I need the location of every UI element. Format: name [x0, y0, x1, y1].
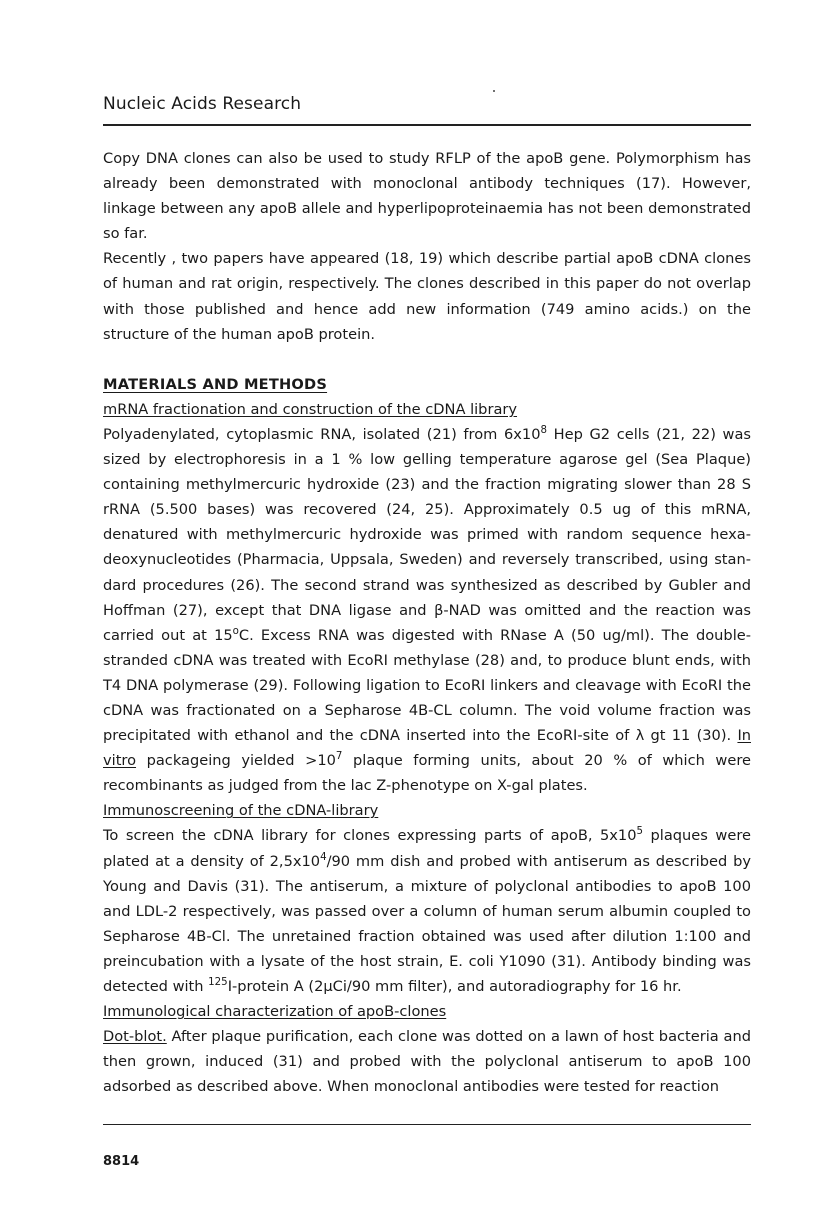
text-run: packageing yielded >10	[136, 752, 336, 770]
superscript: 125	[208, 977, 228, 989]
superscript: 5	[636, 826, 644, 838]
superscript: o	[232, 625, 239, 637]
text-run: I-protein A (2μCi/90 mm filter), and autoradiography for 16 hr.	[227, 978, 682, 995]
section-gap	[103, 347, 751, 372]
dot-blot-underlined: Dot-blot.	[103, 1028, 167, 1046]
subheading-characterization-text: Immunological characterization of apoB-clones	[103, 1003, 447, 1021]
journal-header: Nucleic Acids Research	[103, 94, 302, 114]
subheading-mrna-text: mRNA fractionation and construction of the cDNA library	[103, 400, 518, 418]
methods-paragraph-3	[103, 1024, 751, 1099]
page-number: 8814	[103, 1154, 140, 1169]
body-text	[103, 146, 751, 1099]
text-run: Polyadenylated, cytoplasmic RNA, isolated (21) from 6x10	[103, 425, 541, 443]
text-run: C. Excess RNA was digested with RNase A (50 ug/ml). The double-stranded cDNA was treated with EcoRI methylase (28) and, to produce blunt ends, with T4 DNA polymerase (29). Following ligation to EcoRI linkers and cleavage with EcoRI the cDNA was fractionated on a Sepharose 4B-CL column. The void volume fraction was precipitated with ethanol and the cDNA inserted into the EcoRI-site of λ gt 11 (30).	[103, 626, 751, 745]
materials-methods-heading: MATERIALS AND METHODS	[103, 375, 328, 393]
in-vitro-underlined: In vitro	[103, 727, 751, 770]
text-run: plaques were plated at a density of 2,5x10	[103, 827, 751, 870]
superscript: 4	[320, 851, 327, 863]
header-rule	[103, 124, 751, 126]
superscript: 8	[540, 425, 548, 437]
text-run: plaque forming units, about 20 % of which were recombinants as judged from the lac Z-phenotype on X-gal plates.	[103, 752, 752, 795]
subheading-immunoscreening	[103, 798, 751, 823]
methods-paragraph-1	[103, 422, 751, 798]
text-run: /90 mm dish and probed with antiserum as described by Young and Davis (31). The antiserum, a mixture of polyclonal antibodies to apoB 100 and LDL-2 respectively, was passed over a column of human serum albumin coupled to Sepharose 4B-Cl. The unretained fraction obtained was used after dilution 1:100 and preincubation with a lysate of the host strain, E. coli Y1090 (31). Antibody binding was detected with	[103, 852, 751, 995]
speck	[493, 90, 495, 92]
text-run: After plaque purification, each clone was dotted on a lawn of host bacteria and then grown, induced (31) and probed with the polyclonal antiserum to apoB 100 adsorbed as described above. When monoclonal antibodies were tested for reaction	[103, 1028, 751, 1096]
intro-paragraph-2: Recently , two papers have appeared (18, 19) which describe partial apoB cDNA clones of human and rat origin, respectively. The clones described in this paper do not overlap with those published and hence add new information (749 amino acids.) on the structure of the human apoB protein.	[103, 250, 751, 343]
methods-paragraph-2	[103, 823, 751, 999]
superscript: 7	[335, 751, 343, 763]
subheading-characterization	[103, 999, 751, 1024]
intro-paragraph-1: Copy DNA clones can also be used to study RFLP of the apoB gene. Polymorphism has already been demonstrated with monoclonal antibody techniques (17). However, linkage between any apoB allele and hyperlipoproteinaemia has not been demonstrated so far.	[103, 150, 751, 243]
text-run: To screen the cDNA library for clones expressing parts of apoB, 5x10	[103, 827, 637, 845]
text-run: Hep G2 cells (21, 22) was sized by electrophoresis in a 1 % low gelling temperature agarose gel (Sea Plaque) containing methylmercuric hydroxide (23) and the fraction migrating slower than 28 S rRNA (5.500 bases) was recovered (24, 25). Approximately 0.5 ug of this mRNA, denatured with methylmercuric hydroxide was primed with random sequence hexa-deoxynucleotides (Pharmacia, Uppsala, Sweden) and reversely transcribed, using stan-dard procedures (26). The second strand was synthesized as described by Gubler and Hoffman (27), except that DNA ligase and β-NAD was omitted and the reaction was carried out at 15	[103, 425, 751, 644]
section-heading	[103, 372, 751, 397]
subheading-mrna	[103, 397, 751, 422]
footer-rule	[103, 1124, 751, 1125]
subheading-immunoscreening-text: Immunoscreening of the cDNA-library	[103, 802, 379, 820]
